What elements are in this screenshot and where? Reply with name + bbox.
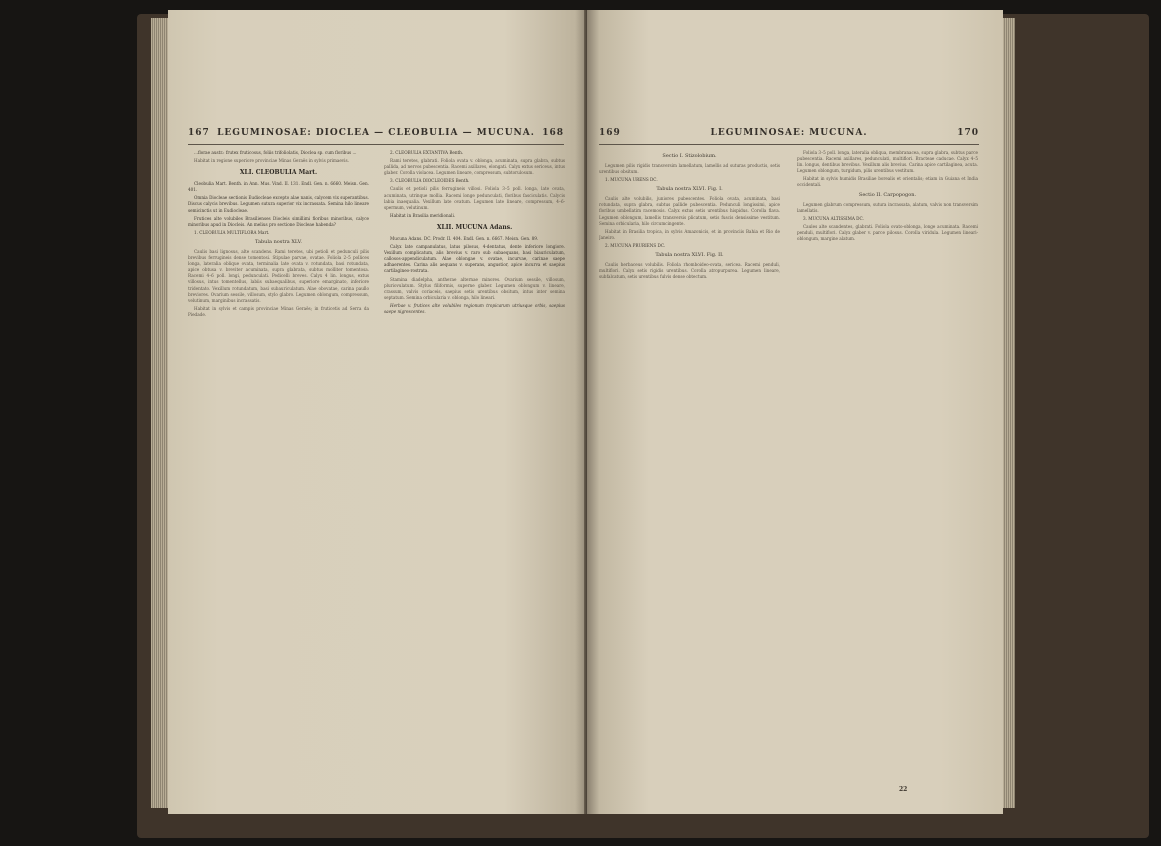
page-number: 169 (599, 128, 621, 138)
genus-heading: XLII. MUCUNA Adans. (436, 223, 513, 231)
paragraph-filler: Caulis herbaceus volubilis. Foliola rhomboideo-ovata, sericea. Racemi penduli, multiflori. Calyx setis rigidis urentibus. Corolla atropurpurea. Legumen lineare, subfalcatum, setis urentibus fulvis dense obtectum. (599, 262, 780, 280)
paragraph-filler: Stamina diadelpha, antherae alternae minores. Ovarium sessile, villosum, pluriovulatum. Stylus filiformis, superne glaber. Legumen oblongum v. lineare, crassum, valvis coriaceis, saepius setis urentibus obsitum, intus inter semina septatum. Semina orbicularia v. oblonga, hilo lineari. (384, 276, 565, 300)
habitat-line: Habitat in Brasilia meridionali. (390, 212, 456, 218)
paragraph-filler: Foliola 3–5 poll. longa, lateralia obliqua, membranacea, supra glabra, subtus parce pubescentia. Racemi axillares, pedunculati, multiflori. Bracteae caducae. Calyx 4–5 lin. longus, dentibus brevibus. Vexillum alis brevius. Carina apice cartilaginea, acuta. Legumen oblongum, turgidum, pilis urentibus vestitum. (797, 150, 978, 174)
page-number: 168 (542, 128, 564, 138)
page-edges-left (151, 18, 169, 808)
page-number: 167 (188, 128, 210, 138)
plate-reference: Tabula nostra XLVI. Fig. II. (655, 252, 724, 259)
plate-reference: Tabula nostra XLVI. Fig. I. (656, 186, 723, 193)
genus-heading: XLI. CLEOBULIA Mart. (239, 169, 318, 177)
paragraph: Frutices alte volubiles Brasilienses Diocleis simillimi floribus minoribus, calyce minoribus apud in Diocleis. An melius pro sectione Diocleae habenda? (188, 215, 369, 227)
left-column-1 (188, 150, 369, 790)
paragraph-filler: Habitat in Brasilia tropica, in sylvis Amazonicis, et in provinciis Bahia et Rio de Janeiro. (599, 228, 780, 240)
paragraph-filler: Caules alte scandentes, glabrati. Foliola ovato-oblonga, longe acuminata. Racemi penduli, multiflori. Calyx glaber v. parce pilosus. Corolla viridula. Legumen lineari-oblongum, margine alatum. (797, 223, 978, 242)
page-edges-right (1001, 18, 1015, 808)
signature-mark: 22 (899, 786, 908, 793)
right-column-2 (797, 150, 978, 790)
species-heading: 3. CLEOBULIA DIOCLEOIDES Benth. (390, 178, 470, 184)
paragraph: Cleobulia Mart. Benth. in Ann. Mus. Vind. II. 131. Endl. Gen. n. 6660. Meisn. Gen. 401. (188, 181, 369, 193)
species-heading: 2. CLEOBULIA EXTANTIVA Benth. (390, 150, 464, 155)
left-running-head (188, 128, 564, 144)
header-rule (188, 144, 564, 145)
page-number: 170 (957, 128, 979, 138)
paragraph-filler: Legumen pilis rigidis transversim lamellatum, lamellis ad suturas productis, setis urentibus obsitum. (599, 163, 780, 175)
paragraph-filler: Caulis alte volubilis, juniores pubescentes. Foliola ovata, acuminata, basi rotundata, supra glabra, subtus pallide pubescentia. Pedunculi longissimi, apice floribus umbellatim racemosis. Calyx extus setis urentibus hispidus. Corolla flava. Legumen oblongum, lamellis transversis plicatum, setis fuscis densissime vestitum. Semina orbicularia, hilo circumcingente. (599, 196, 780, 226)
left-column-2 (384, 150, 565, 790)
right-running-head (599, 128, 979, 144)
species-heading: 1. MUCUNA URENS DC. (605, 177, 658, 183)
paragraph-filler: Caulis et petioli pilis ferrugineis villosi. Foliola 3–5 poll. longa, late ovata, acuminata, utrinque mollia. Racemi longe pedunculati, floribus fasciculatis. Calycis labia inaequalia. Vexillum late ovatum. Legumen late lineare, compressum, 4–6-spermum, velutinum. (384, 186, 565, 210)
right-column-1 (599, 150, 780, 790)
plate-reference: Tabula nostra XLV. (255, 238, 302, 245)
paragraph: ...florae austr.: frutex fruticosus, foliis trifoliolatis, Dioclea sp. cum floribus ... (194, 150, 357, 155)
running-title: LEGUMINOSAE: DIOCLEA — CLEOBULIA — MUCUNA. (217, 128, 535, 138)
paragraph: Mucuna Adans. DC. Prodr. II. 404. Endl. Gen. n. 6667. Meisn. Gen. 89. (390, 235, 539, 241)
paragraph-filler: Habitat in sylvis et campis provinciae Minas Geraës; in fruticetis ad Serra da Piedade. (188, 305, 369, 317)
header-rule (599, 144, 979, 145)
species-heading: 3. MUCUNA ALTISSIMA DC. (803, 215, 864, 221)
paragraph-italic: Herbae v. frutices alte volubiles regionum tropicarum utriusque orbis, saepius saepe nigrescentes. (384, 302, 565, 314)
running-title: LEGUMINOSAE: MUCUNA. (710, 128, 868, 138)
paragraph: Omnia Diocleae sectionis Eudiocleae excepto alae nanis, calycem vix superantibus. Discus calycis brevibus. Legumen sutura superior vix incrassata. Semina hilo lineare semicinctis ut in Eudiocleae. (188, 195, 369, 213)
paragraph-filler: Habitat in sylvis humidis Brasiliae borealis et orientalis; etiam in Guiana et India occidentali. (797, 176, 978, 188)
paragraph-filler: Legumen glabrum compressum, sutura incrassata, alatum, valvis non transversim lamellatis. (797, 201, 978, 213)
left-page (168, 10, 588, 814)
species-heading: 1. CLEOBULIA MULTIFLORA Mart. (194, 229, 270, 235)
species-heading: 2. MUCUNA PRURIENS DC. (605, 242, 666, 248)
paragraph-filler: Caulis basi lignosus, alte scandens. Rami teretes, ubi petioli et pedunculi pilis brevibus ferrugineis dense tomentosi. Stipulae parvae, ovatae. Foliola 2–5 pollices longa, lateralia oblique ovata, terminalia late ovata v. rotundata, basi rotundata, apice obtusa v. breviter acuminata, supra glabrata, subtus molliter tomentosa. Racemi 4–6 poll. longi, pedunculati. Pedicelli breves. Calyx 4 lin. longus, extus villosus, intus tomentellus, labiis subaequalibus, superiore emarginato, inferiore tridentato. Vexillum rotundatum, basi subauriculatum. Alae obovatae, carina paullo breviores. Ovarium sessile, villosum, stylo glabro. Legumen oblongum, compressum, velutinum, marginibus incrassatis. (188, 248, 369, 303)
paragraph-filler: Habitat in regione superiore provinciae Minas Geraës in sylvis primaevis. (194, 158, 349, 164)
right-page (587, 10, 1003, 814)
paragraph: Calyx late campanulatus, latus pilosus, 4-dentatus, dente inferiore longiore. Vexillum complicatum, alis brevius v. raro sub subaequans, basi biauriculatum, callosos-appendiculatum. Alae oblongae v. ovatae, incurvae, carinae saepe adhaerentes. Carina alis aequans v. superans, angustior, apice incurva et saepius cartilagineo-rostrata. (384, 244, 565, 274)
paragraph-filler: Rami teretes, glabrati. Foliola ovata v. oblonga, acuminata, supra glabra, subtus pallida, ad nervos pubescentia. Racemi axillares, elongati. Calyx extus sericeus, intus glaber. Corolla violacea. Legumen lineare, compressum, subtorulosum. (384, 158, 565, 176)
section-heading: Sectio I. Stizolobium. (662, 153, 717, 159)
section-heading: Sectio II. Carpopogon. (858, 191, 917, 198)
